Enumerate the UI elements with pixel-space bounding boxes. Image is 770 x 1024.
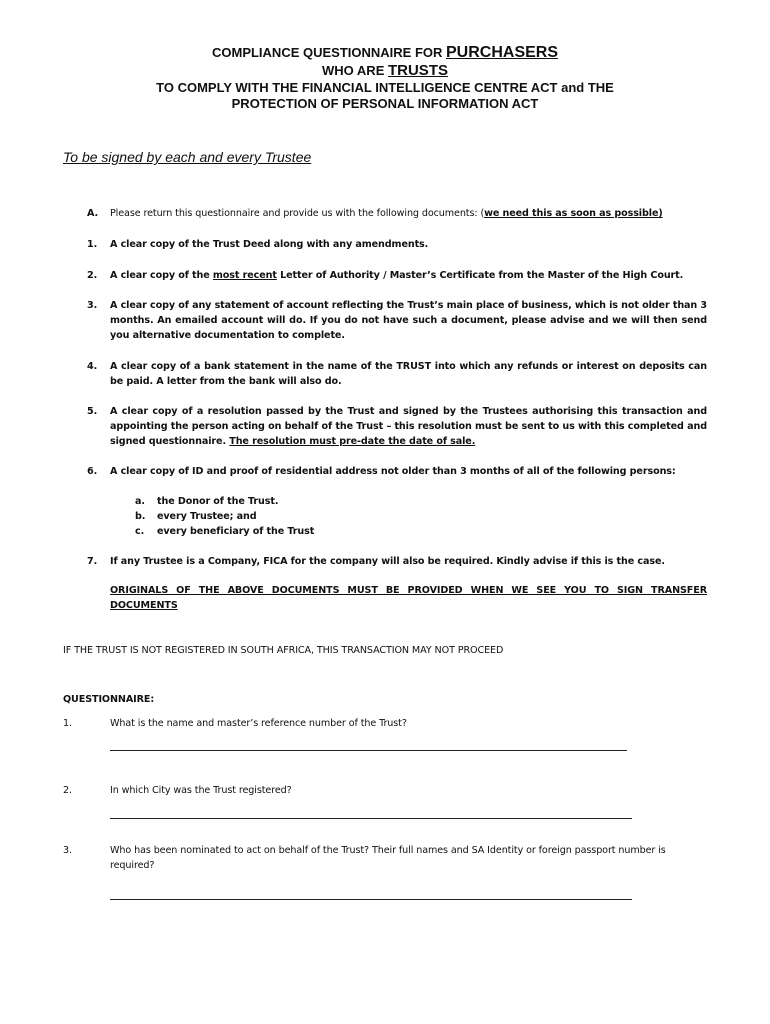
sub-list-item: c. every beneficiary of the Trust	[135, 526, 315, 537]
title-emphasis-purchasers: PURCHASERS	[446, 44, 559, 61]
answer-line-2[interactable]	[110, 818, 632, 819]
originals-notice: ORIGINALS OF THE ABOVE DOCUMENTS MUST BE PROVIDED WHEN WE SEE YOU TO SIGN TRANSFER DOCUMENTS	[110, 585, 707, 611]
document-title	[0, 44, 770, 112]
title-line-1: COMPLIANCE QUESTIONNAIRE FOR PURCHASERS	[211, 44, 559, 61]
answer-line-1[interactable]	[110, 750, 627, 751]
questionnaire-heading: QUESTIONNAIRE:	[63, 694, 155, 705]
resolution-emphasis: The resolution must pre-date the date of sale.	[229, 436, 476, 447]
intro-marker: A.	[87, 208, 99, 219]
sub-list-item: b. every Trustee; and	[135, 511, 257, 522]
title-line-3: TO COMPLY WITH THE FINANCIAL INTELLIGENCE CENTRE ACT and THE	[156, 80, 614, 95]
title-line-2: WHO ARE TRUSTS	[322, 62, 448, 79]
document-page: COMPLIANCE QUESTIONNAIRE FOR PURCHASERS WHO ARE TRUSTS TO COMPLY WITH THE FINANCIAL INTELLIGENCE CENTRE ACT and THE PROTECTION OF PERSONAL INFORMATION ACT To be signed by each and every Trustee A. Please return this questionnaire and provide us with the following documents: (we need this as soon as possible) 1. A clear copy of the Trust Deed along with any amendments. 2. A clear copy of the most recent Letter of Authority / Master’s Certificate from the Master of the High Court. 3. A clear copy of any statement of account reflecting the Trust’s main place of business, which is not older than 3 months. An emailed account will do. If you do not have such a document, please advise and we will then send you alternative documentation to complete. 4. A clear copy of a bank statement in the name of the TRUST into which any refunds or interest on deposits can be paid. A letter from the bank will also do. 5. A clear copy of a resolution passed by the Trust and signed by the Trustees authorising this transaction and appointing the person acting on behalf of the Trust – this resolution must be sent to us with this completed and signed questionnaire. The resolution must pre-date the date of sale. 6. A clear copy of ID and proof of residential address not older than 3 months of all of the following persons: a. the Donor of the Trust. b. every Trustee; and c. every beneficiary of the Trust 7. If any Trustee is a Company, FICA for the company will also be required. Kindly advise if this is the case. ORIGINALS OF THE ABOVE DOCUMENTS MUST BE PROVIDED WHEN WE SEE YOU TO SIGN TRANSFER DOCUMENTS IF THE TRUST IS NOT REGISTERED IN SOUTH AFRICA, THIS TRANSACTION MAY NOT PROCEED QUESTIONNAIRE: 1. What is the name and master’s reference number of the Trust? 2. In which City was the Trust registered? 3. Who has been nominated to act on behalf of the Trust? Their full names and SA Identity or foreign passport number is required?	[0, 0, 770, 1024]
title-line-4: PROTECTION OF PERSONAL INFORMATION ACT	[231, 96, 539, 111]
intro-emphasis: we need this as soon as possible)	[484, 208, 663, 219]
title-emphasis-trusts: TRUSTS	[387, 62, 448, 79]
sub-list-item: a. the Donor of the Trust.	[135, 496, 279, 507]
subtitle: To be signed by each and every Trustee	[63, 149, 312, 165]
most-recent-emphasis: most recent	[212, 270, 277, 281]
answer-line-3[interactable]	[110, 899, 632, 900]
registration-notice: IF THE TRUST IS NOT REGISTERED IN SOUTH AFRICA, THIS TRANSACTION MAY NOT PROCEED	[63, 645, 504, 656]
